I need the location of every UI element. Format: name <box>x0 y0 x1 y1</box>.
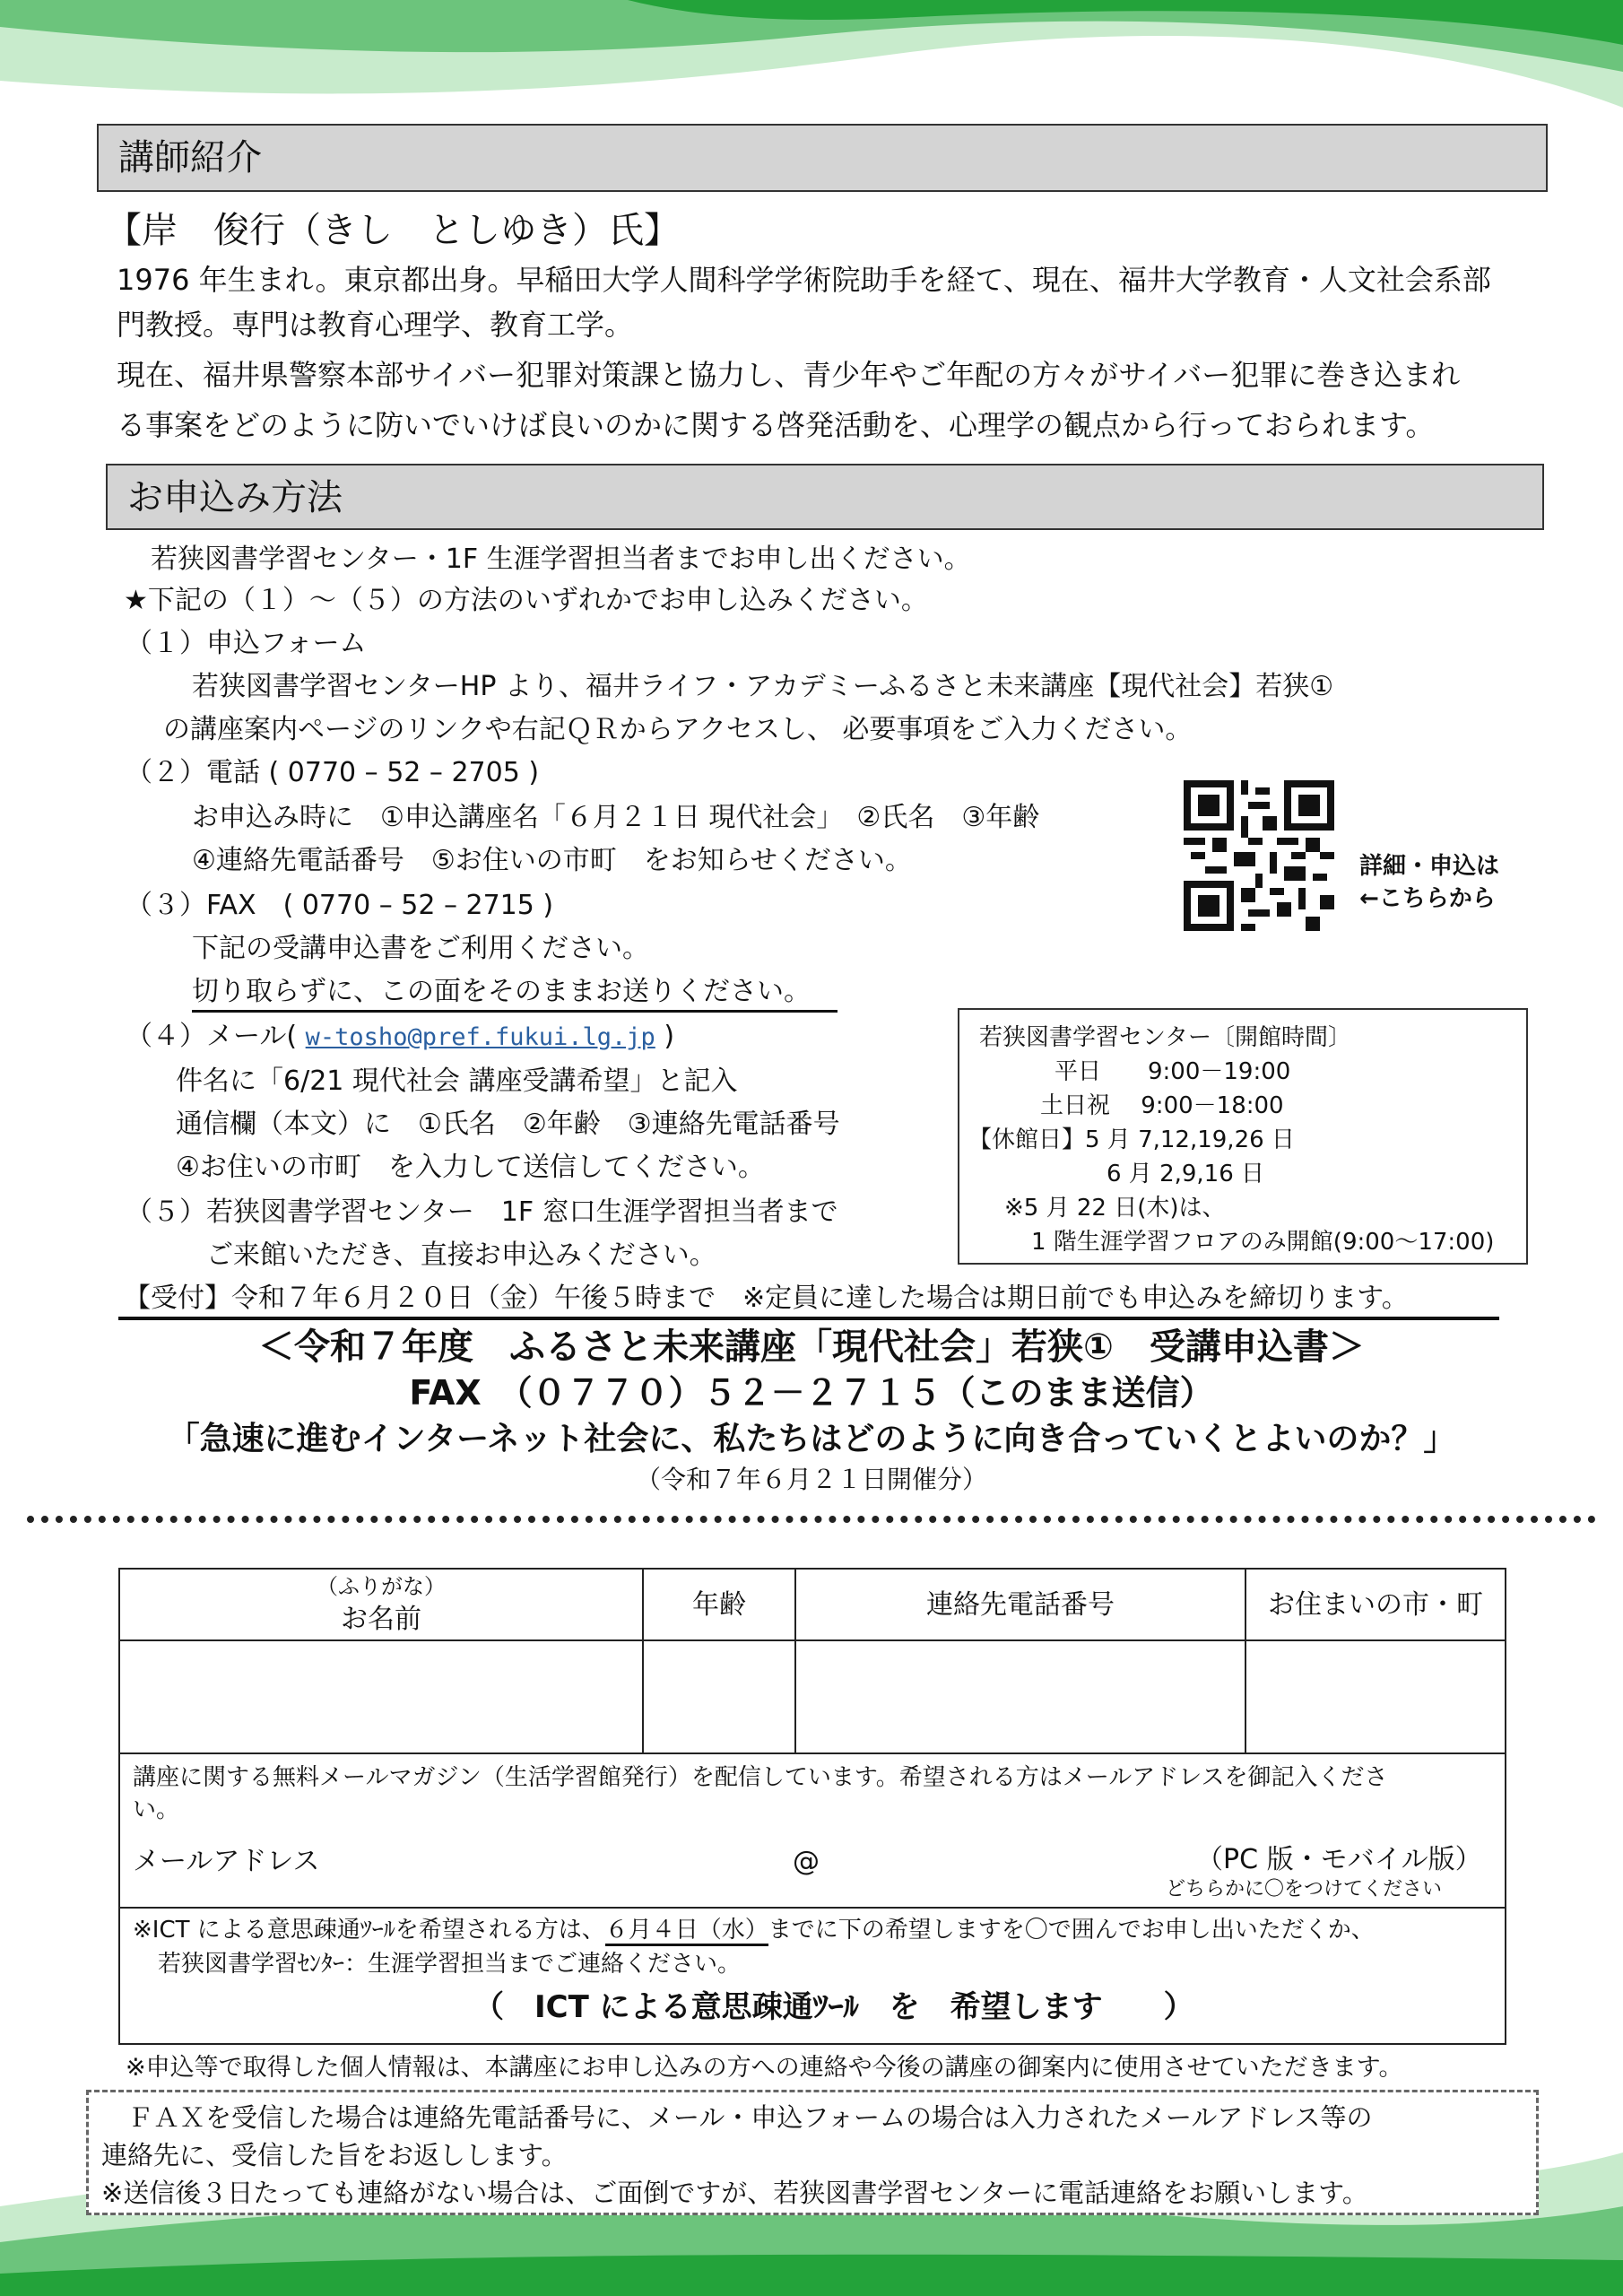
ict-cell <box>118 1907 1506 2045</box>
application-intro: 若狭図書学習センター・1F 生涯学習担当者までお申し出ください。 <box>151 544 971 575</box>
method-phone-line: お申込み時に ①申込講座名「６月２１日 現代社会」 ②氏名 ③年齢 <box>192 802 1040 833</box>
name-header-cell <box>118 1568 644 1641</box>
hours-note: ※5 月 22 日(木)は、 <box>1004 1195 1226 1222</box>
email-version-note: どちらかに〇をつけてください <box>1166 1878 1443 1900</box>
method-mail-prefix: （４）メール( <box>126 1021 298 1052</box>
method-phone-title: （２）電話 ( 0770 – 52 – 2705 ) <box>126 757 540 788</box>
city-label: お住まいの市・町 <box>1268 1589 1483 1621</box>
method-form-line: の講座案内ページのリンクや右記ＱＲからアクセスし、 必要事項をご入力ください。 <box>163 714 1193 745</box>
privacy-note: ※申込等で取得した個人情報は、本講座にお申し込みの方への連絡や今後の講座の御案内に使用させていただきます。 <box>126 2054 1403 2082</box>
ict-text-part: までに下の希望しますを〇で囲んでお申し出いただくか、 <box>768 1917 1375 1944</box>
age-label: 年齢 <box>692 1589 746 1621</box>
method-mail-line: ④お住いの市町 を入力して送信してください。 <box>176 1152 765 1183</box>
reply-note-line: ※送信後３日たっても連絡がない場合は、ご面倒ですが、若狭図書学習センターに電話連絡をお願いします。 <box>101 2178 1368 2208</box>
ict-text-part: ※ICT による意思疎通ﾂｰﾙを希望される方は、 <box>133 1917 605 1944</box>
method-fax-title: （３）FAX ( 0770 – 52 – 2715 ) <box>126 890 554 921</box>
email-input-area[interactable]: @ <box>793 1846 820 1877</box>
mail-address-link[interactable]: w-tosho@pref.fukui.lg.jp <box>305 1023 655 1051</box>
city-input-cell[interactable] <box>1245 1639 1506 1754</box>
phone-header-cell <box>794 1568 1246 1641</box>
ict-text <box>133 1912 1375 1948</box>
hours-title: 若狭図書学習センター〔開館時間〕 <box>979 1024 1351 1051</box>
instructor-bio-line: 現在、福井県警察本部サイバー犯罪対策課と協力し、青少年やご年配の方々がサイバー犯罪に巻き込まれ <box>117 358 1461 392</box>
deadline-rule <box>118 1317 1499 1320</box>
mailmag-cell <box>118 1752 1506 1909</box>
ict-text: 若狭図書学習ｾﾝﾀｰ：生涯学習担当までご連絡ください。 <box>158 1951 742 1978</box>
opening-hours-box <box>958 1008 1528 1265</box>
application-section-title: お申込み方法 <box>106 464 1544 530</box>
furigana-label: （ふりがな） <box>317 1574 446 1599</box>
phone-input-cell[interactable] <box>794 1639 1246 1754</box>
qr-caption: 詳細・申込は <box>1359 853 1500 880</box>
city-header-cell <box>1245 1568 1506 1641</box>
mailmag-text: い。 <box>133 1796 180 1823</box>
mailmag-text: 講座に関する無料メールマガジン（生活学習館発行）を配信しています。希望される方はメールアドレスを御記入くださ <box>133 1764 1388 1791</box>
method-fax-note: 切り取らずに、この面をそのままお送りください。 <box>192 974 838 1013</box>
reply-note-line: ＦＡＸを受信した場合は連絡先電話番号に、メール・申込フォームの場合は入力されたメールアドレス等の <box>101 2102 1373 2133</box>
hours-note: 1 階生涯学習フロアのみ開館(9:00～17:00) <box>1031 1229 1495 1256</box>
closed-days: 6 月 2,9,16 日 <box>1107 1161 1265 1187</box>
email-label: メールアドレス <box>133 1846 320 1877</box>
method-form-line: 若狭図書学習センターHP より、福井ライフ・アカデミーふるさと未来講座【現代社会】若狭① <box>192 671 1334 702</box>
closed-days: 【休館日】5 月 7,12,19,26 日 <box>968 1126 1295 1153</box>
qr-caption: ←こちらから <box>1359 885 1496 912</box>
instructor-bio-line: る事案をどのように防いでいけば良いのかに関する啓発活動を、心理学の観点から行っておられます。 <box>117 408 1435 442</box>
form-fax: FAX （０７７０）５２－２７１５（このまま送信） <box>409 1373 1214 1413</box>
reply-note-box <box>86 2090 1539 2215</box>
deadline: 【受付】令和７年６月２０日（金）午後５時まで ※定員に達した場合は期日前でも申込みを締切ります。 <box>124 1283 1409 1314</box>
method-visit-line: ご来館いただき、直接お申込みください。 <box>206 1239 716 1271</box>
method-mail-title <box>126 1019 674 1056</box>
reply-note-line: 連絡先に、受信した旨をお返しします。 <box>101 2140 568 2170</box>
form-date: （令和７年６月２１日開催分） <box>635 1465 987 1494</box>
email-version-options[interactable]: （PC 版・モバイル版） <box>1196 1844 1482 1875</box>
instructor-name: 【岸 俊行（きし としゆき）氏】 <box>106 210 680 251</box>
method-fax-line: 下記の受講申込書をご利用ください。 <box>192 933 649 964</box>
application-star-line: ★下記の（１）～（５）の方法のいずれかでお申し込みください。 <box>124 585 928 616</box>
age-input-cell[interactable] <box>642 1639 796 1754</box>
phone-label: 連絡先電話番号 <box>926 1589 1115 1621</box>
instructor-bio-line: 1976 年生まれ。東京都出身。早稲田大学人間科学学術院助手を経て、現在、福井大学教育・人文社会系部 <box>117 263 1491 297</box>
cut-line <box>27 1516 1596 1523</box>
ict-deadline: ６月４日（水） <box>605 1917 768 1946</box>
method-mail-suffix: ) <box>664 1021 675 1052</box>
method-form-title: （１）申込フォーム <box>126 628 367 659</box>
age-header-cell <box>642 1568 796 1641</box>
name-input-cell[interactable] <box>118 1639 644 1754</box>
name-label: お名前 <box>341 1604 421 1635</box>
ict-request-option[interactable]: （ ICT による意思疎通ﾂｰﾙ を 希望します ） <box>473 1989 1194 2025</box>
hours-weekday: 平日 9:00－19:00 <box>1055 1058 1291 1085</box>
instructor-bio-line: 門教授。専門は教育心理学、教育工学。 <box>117 308 634 342</box>
method-mail-line: 件名に「6/21 現代社会 講座受講希望」と記入 <box>176 1065 738 1097</box>
instructor-section-title: 講師紹介 <box>97 124 1548 192</box>
form-title: ＜令和７年度 ふるさと未来講座「現代社会」若狭① 受講申込書＞ <box>258 1326 1365 1368</box>
hours-weekend: 土日祝 9:00－18:00 <box>1040 1092 1284 1119</box>
method-phone-line: ④連絡先電話番号 ⑤お住いの市町 をお知らせください。 <box>192 845 912 876</box>
qr-code[interactable] <box>1184 780 1334 931</box>
method-visit-title: （５）若狭図書学習センター 1F 窓口生涯学習担当者まで <box>126 1196 838 1228</box>
form-theme: 「急速に進むインターネット社会に、私たちはどのように向き合っていくとよいのか？」 <box>167 1421 1456 1457</box>
method-mail-line: 通信欄（本文）に ①氏名 ②年齢 ③連絡先電話番号 <box>176 1109 840 1140</box>
